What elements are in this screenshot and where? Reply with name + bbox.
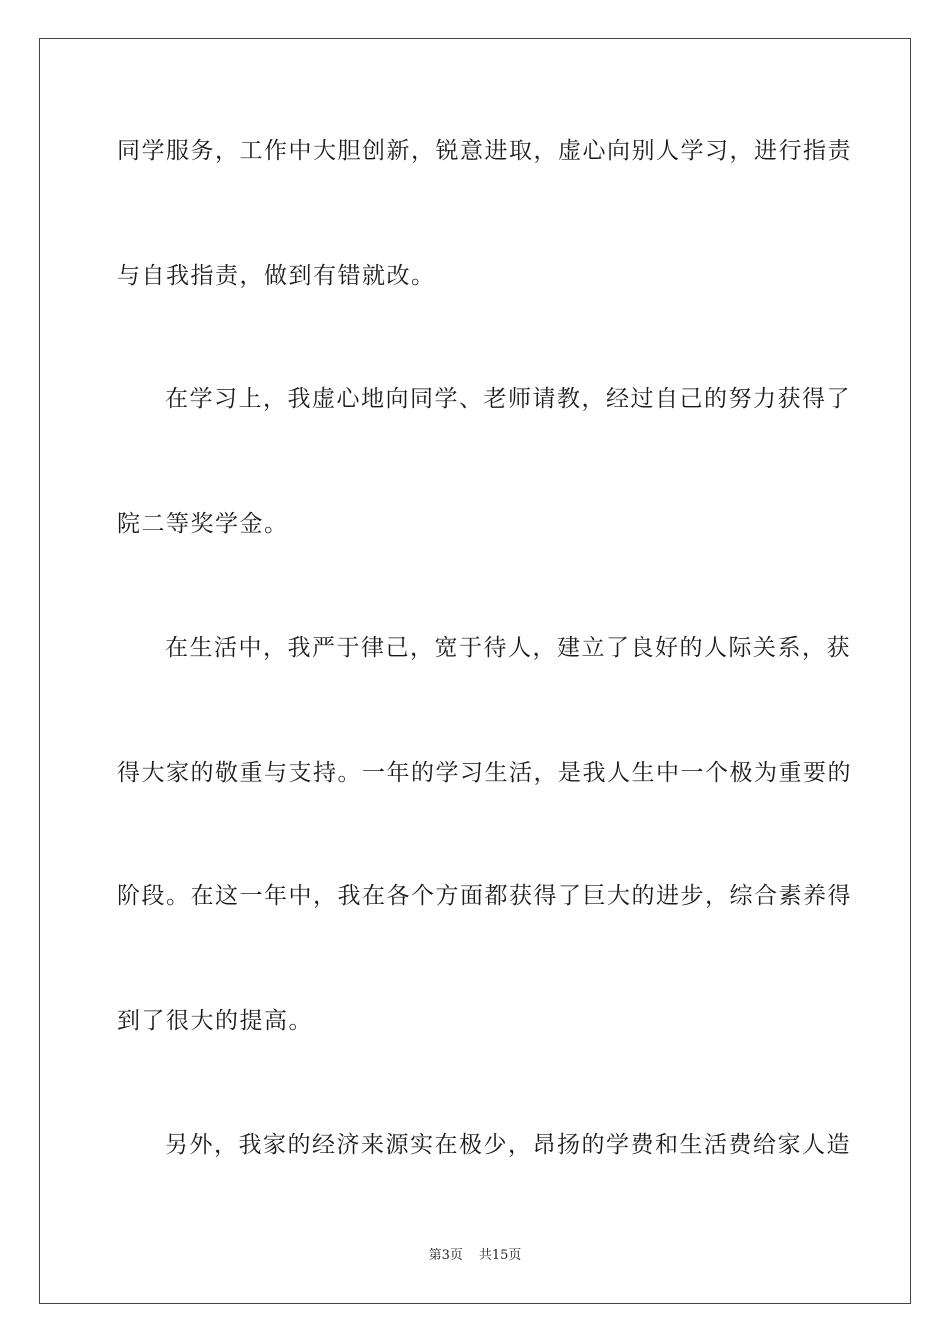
text-line-1: 同学服务，工作中大胆创新，锐意进取，虚心向别人学习，进行指责: [117, 138, 852, 164]
text-line-7: 阶段。在这一年中，我在各个方面都获得了巨大的进步，综合素养得: [117, 883, 852, 909]
page-footer: [0, 1247, 950, 1265]
text-line-3: 在学习上，我虚心地向同学、老师请教，经过自己的努力获得了: [165, 386, 851, 412]
page-frame: [39, 38, 911, 1304]
current-page-label: 第3页: [428, 1248, 463, 1263]
text-line-6: 得大家的敬重与支持。一年的学习生活，是我人生中一个极为重要的: [117, 760, 852, 786]
text-line-2: 与自我指责，做到有错就改。: [117, 263, 436, 289]
text-line-4: 院二等奖学金。: [117, 511, 289, 537]
text-line-9: 另外，我家的经济来源实在极少，昂扬的学费和生活费给家人造: [165, 1132, 851, 1158]
text-line-5: 在生活中，我严于律己，宽于待人，建立了良好的人际关系，获: [165, 635, 851, 661]
text-line-8: 到了很大的提高。: [117, 1008, 313, 1034]
total-pages-label: 共15页: [478, 1248, 522, 1263]
